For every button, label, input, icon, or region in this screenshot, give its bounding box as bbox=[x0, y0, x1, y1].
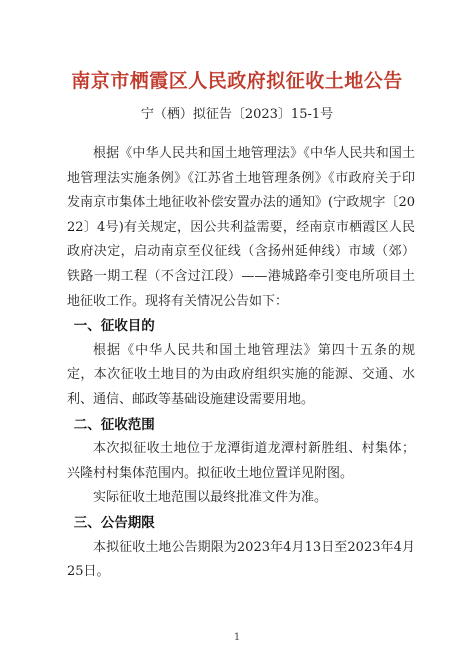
document-title: 南京市栖霞区人民政府拟征收土地公告 bbox=[71, 70, 403, 92]
section-period bbox=[67, 511, 415, 585]
section-scope bbox=[67, 413, 415, 511]
section-heading: 一、征收目的 bbox=[73, 318, 155, 335]
section-paragraph: 本次拟征收土地位于龙潭街道龙潭村新胜组、村集体；兴隆村村集体范围内。拟征收土地位置详见附图。 bbox=[67, 441, 415, 481]
section-paragraph: 本拟征收土地公告期限为2023年4月13日至2023年4月25日。 bbox=[67, 539, 415, 580]
section-paragraph: 实际征收土地范围以最终批准文件为准。 bbox=[93, 490, 328, 506]
section-heading: 二、征收范围 bbox=[73, 416, 155, 433]
document-number: 宁（栖）拟征告〔2023〕15-1号 bbox=[140, 107, 334, 122]
section-heading: 三、公告期限 bbox=[73, 514, 155, 531]
page-number: 1 bbox=[233, 632, 241, 643]
section-purpose bbox=[67, 314, 415, 412]
section-paragraph: 根据《中华人民共和国土地管理法》第四十五条的规定，本次征收土地目的为由政府组织实施的能源、交通、水利、通信、邮政等基础设施建设需要用地。 bbox=[67, 342, 415, 407]
document-body bbox=[67, 142, 415, 585]
intro-paragraph: 根据《中华人民共和国土地管理法》《中华人民共和国土地管理法实施条例》《江苏省土地管理条例》《市政府关于印发南京市集体土地征收补偿安置办法的通知》(宁政规字〔2022〕4号)有关规定，因公共利益需要，经南京市栖霞区人民政府决定，启动南京至仪征线（含扬州延伸线）市域（郊）铁路一期工程（不含过江段）——港城路牵引变电所项目土地征收工作。现将有关情况公告如下： bbox=[67, 146, 415, 309]
